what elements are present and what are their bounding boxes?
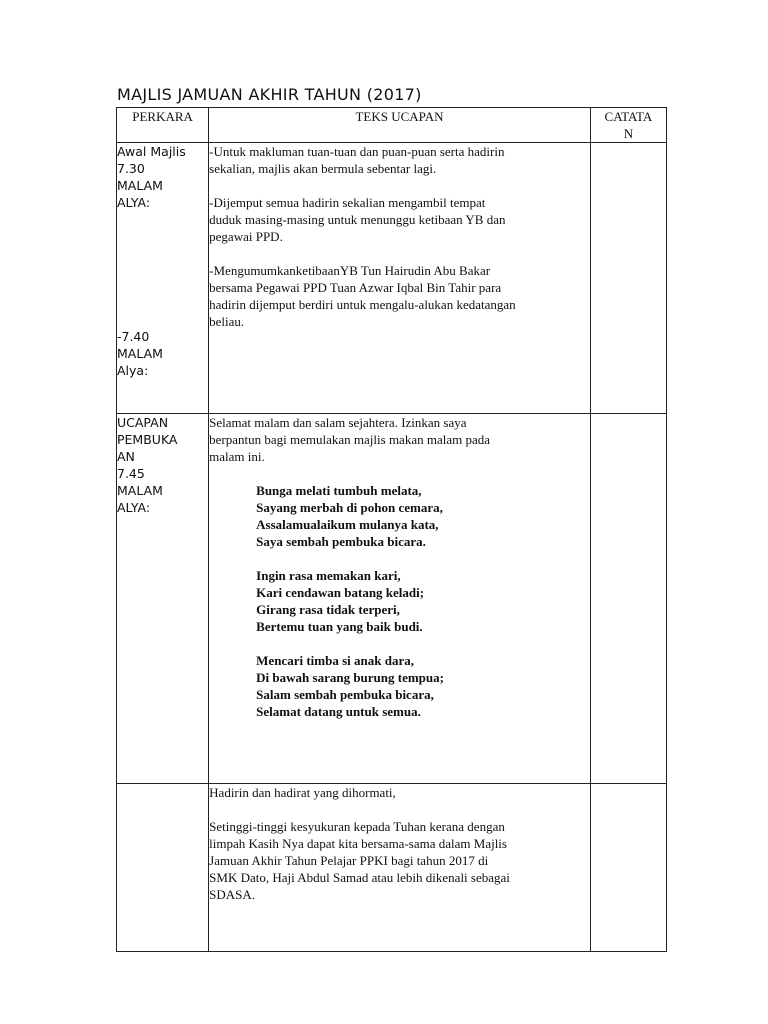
pantun-line: Selamat datang untuk semua.	[256, 704, 421, 719]
perkara-line: Awal Majlis	[117, 144, 186, 159]
text-line: Selamat malam dan salam sejahtera. Izinkan saya	[209, 415, 467, 430]
header-perkara: PERKARA	[117, 108, 209, 143]
paragraph	[209, 143, 590, 177]
perkara-line: 7.30	[117, 161, 145, 176]
perkara-cell	[117, 414, 209, 784]
perkara-line: MALAM	[117, 483, 163, 498]
pantun-line: Girang rasa tidak terperi,	[256, 602, 400, 617]
pantun-stanza	[209, 652, 590, 720]
perkara-line: PEMBUKA	[117, 432, 178, 447]
pantun-line: Di bawah sarang burung tempua;	[256, 670, 444, 685]
text-line: Hadirin dan hadirat yang dihormati,	[209, 785, 396, 800]
speech-table	[116, 107, 667, 952]
header-row	[117, 108, 667, 143]
paragraph	[209, 818, 590, 903]
text-line: SMK Dato, Haji Abdul Samad atau lebih dikenali sebagai	[209, 870, 510, 885]
perkara-block-b	[117, 328, 208, 379]
pantun-line: Assalamualaikum mulanya kata,	[256, 517, 439, 532]
text-line: limpah Kasih Nya dapat kita bersama-sama dalam Majlis	[209, 836, 507, 851]
perkara-line: ALYA:	[117, 500, 151, 515]
header-catatan-line-2: N	[623, 126, 634, 141]
pantun-line: Bunga melati tumbuh melata,	[256, 483, 422, 498]
table-row	[117, 784, 667, 952]
perkara-line: UCAPAN	[117, 415, 169, 430]
text-line: sekalian, majlis akan bermula sebentar lagi.	[209, 161, 437, 176]
pantun-line: Salam sembah pembuka bicara,	[256, 687, 434, 702]
text-line: berpantun bagi memulakan majlis makan malam pada	[209, 432, 491, 447]
pantun-line: Saya sembah pembuka bicara.	[256, 534, 426, 549]
pantun-stanza	[209, 482, 590, 550]
teks-cell	[209, 784, 591, 952]
text-line: malam ini.	[209, 449, 265, 464]
pantun-line: Ingin rasa memakan kari,	[256, 568, 401, 583]
text-line: -Dijemput semua hadirin sekalian mengambil tempat	[209, 195, 486, 210]
catatan-cell	[590, 784, 666, 952]
header-catatan	[590, 108, 666, 143]
text-line: -MengumumkanketibaanYB Tun Hairudin Abu Bakar	[209, 263, 491, 278]
pantun-line: Kari cendawan batang keladi;	[256, 585, 425, 600]
perkara-block-a	[117, 143, 208, 211]
text-line: bersama Pegawai PPD Tuan Azwar Iqbal Bin Tahir para	[209, 280, 502, 295]
perkara-line: AN	[117, 449, 135, 464]
text-line: beliau.	[209, 314, 245, 329]
text-line: Setinggi-tinggi kesyukuran kepada Tuhan kerana dengan	[209, 819, 505, 834]
perkara-line: MALAM	[117, 178, 163, 193]
catatan-cell	[590, 414, 666, 784]
text-line: pegawai PPD.	[209, 229, 283, 244]
header-teks-ucapan: TEKS UCAPAN	[209, 108, 591, 143]
paragraph	[209, 262, 590, 330]
teks-cell	[209, 414, 591, 784]
perkara-line: MALAM	[117, 346, 163, 361]
text-line: hadirin dijemput berdiri untuk mengalu-alukan kedatangan	[209, 297, 516, 312]
text-line: duduk masing-masing untuk menunggu ketibaan YB dan	[209, 212, 506, 227]
paragraph	[209, 784, 590, 801]
paragraph	[209, 414, 590, 465]
page-title: MAJLIS JAMUAN AKHIR TAHUN (2017)	[117, 85, 422, 104]
text-line: SDASA.	[209, 887, 256, 902]
perkara-cell	[117, 784, 209, 952]
perkara-line: -7.40	[117, 329, 150, 344]
catatan-cell	[590, 143, 666, 414]
teks-cell	[209, 143, 591, 414]
table-row	[117, 414, 667, 784]
table-row	[117, 143, 667, 414]
perkara-line: ALYA:	[117, 195, 151, 210]
pantun-line: Sayang merbah di pohon cemara,	[256, 500, 443, 515]
header-catatan-line-1: CATATA	[604, 109, 653, 124]
text-line: Jamuan Akhir Tahun Pelajar PPKI bagi tahun 2017 di	[209, 853, 489, 868]
pantun-stanza	[209, 567, 590, 635]
pantun-line: Mencari timba si anak dara,	[256, 653, 414, 668]
text-line: -Untuk makluman tuan-tuan dan puan-puan serta hadirin	[209, 144, 505, 159]
paragraph	[209, 194, 590, 245]
perkara-line: 7.45	[117, 466, 145, 481]
perkara-line: Alya:	[117, 363, 149, 378]
perkara-cell	[117, 143, 209, 414]
pantun-line: Bertemu tuan yang baik budi.	[256, 619, 423, 634]
